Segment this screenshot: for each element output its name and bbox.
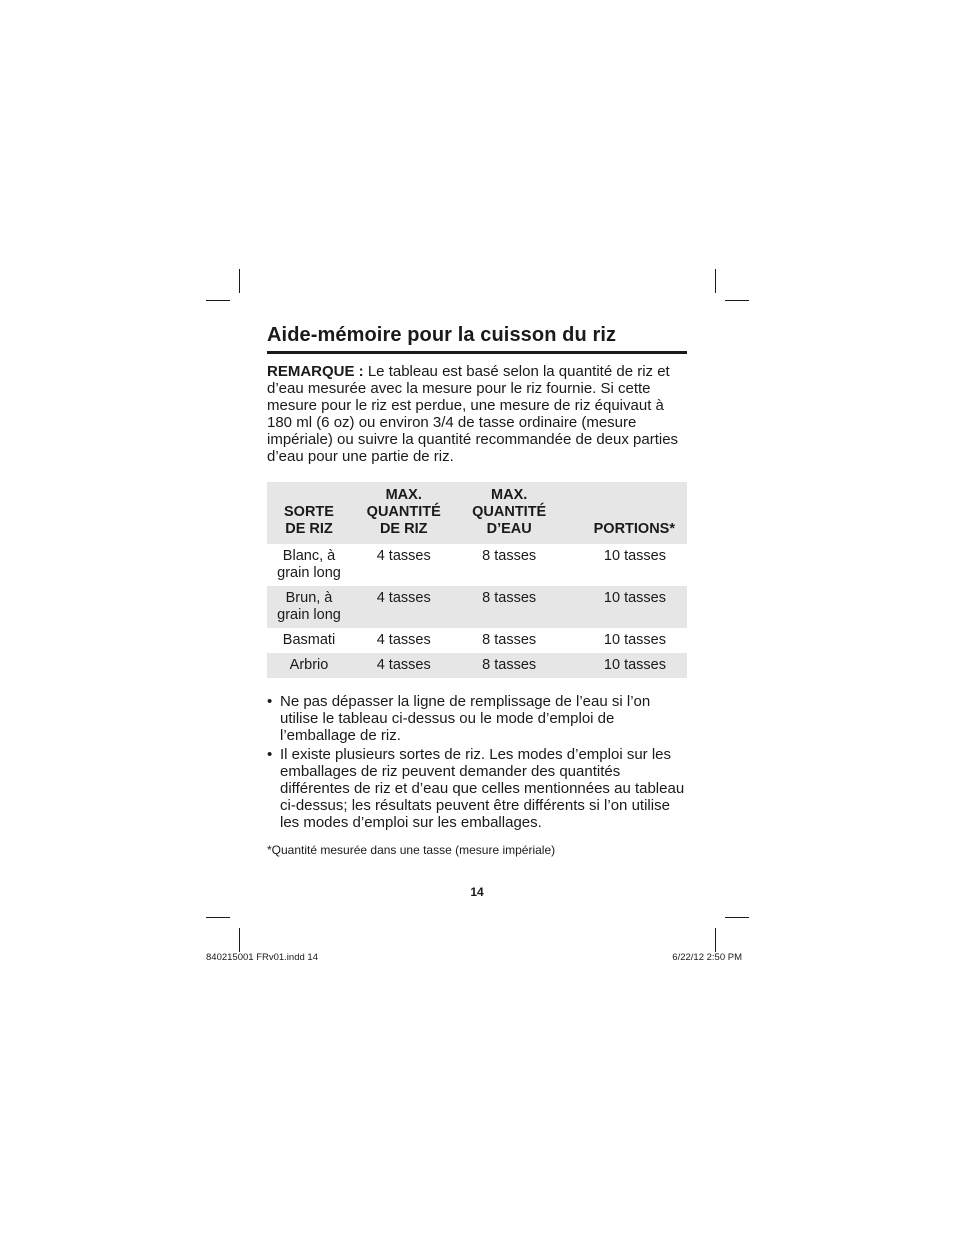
crop-mark [239,928,240,952]
table-row [267,586,687,628]
crop-mark [715,928,716,952]
rice-type-cell: Blanc, à grain long [277,548,341,581]
header-max-rice: MAX. QUANTITÉ DE RIZ [351,482,456,544]
rice-amount-cell: 4 tasses [351,653,456,678]
rice-type-cell: Arbrio [267,653,351,678]
list-item: • Il existe plusieurs sortes de riz. Les modes d’emploi sur les emballages de riz peuvent demander des quantités différentes de riz et d’eau que celles mentionnées au tableau ci-dessus; les résultats peuvent être différents si l’on utilise les modes d’emploi sur les emballages. [267,746,685,831]
crop-mark [239,269,240,293]
page-title: Aide-mémoire pour la cuisson du riz [267,324,687,354]
header-rice-type: SORTE DE RIZ [267,482,351,544]
water-amount-cell: 8 tasses [482,632,537,648]
bullet-icon: • [267,746,273,763]
crop-mark [725,917,749,918]
water-amount-cell: 8 tasses [456,586,561,628]
tips-list [267,693,687,831]
rice-amount-cell: 4 tasses [376,632,431,648]
note-text: Le tableau est basé selon la quantité de riz et d’eau mesurée avec la mesure pour le riz fournie. Si cette mesure pour le riz est perdue, une mesure de riz équivaut à 180 ml (6 oz) ou environ 3/4 de tasse ordinaire (mesure impériale) ou suivre la quantité recommandée de deux parties d’eau pour une partie de riz. [267,363,679,465]
water-amount-cell: 8 tasses [456,653,561,678]
table-row [267,628,687,653]
rice-amount-cell: 4 tasses [376,548,431,564]
crop-mark [715,269,716,293]
table-row [267,653,687,678]
portions-cell: 10 tasses [562,586,687,628]
page-content [267,324,687,857]
note-paragraph [267,363,687,465]
header-portions: PORTIONS* [562,482,687,544]
table-header-row [267,482,687,544]
portions-cell: 10 tasses [603,548,666,564]
header-max-water: MAX. QUANTITÉ D’EAU [456,482,561,544]
rice-cooking-table [267,482,687,678]
rice-type-cell: Brun, à grain long [267,586,351,628]
crop-mark [206,917,230,918]
list-item: • Ne pas dépasser la ligne de remplissage de l’eau si l’on utilise le tableau ci-dessus ou le mode d’emploi de l’emballage de riz. [267,693,651,744]
table-row [267,544,687,586]
slug-filename: 840215001 FRv01.indd 14 [206,952,318,963]
portions-cell: 10 tasses [603,632,666,648]
footnote: *Quantité mesurée dans une tasse (mesure impériale) [267,843,556,857]
water-amount-cell: 8 tasses [482,548,537,564]
crop-mark [725,300,749,301]
note-label: REMARQUE : [267,363,364,380]
rice-type-cell: Basmati [282,632,336,648]
bullet-icon: • [267,693,273,710]
crop-mark [206,300,230,301]
rice-amount-cell: 4 tasses [351,586,456,628]
slug-timestamp: 6/22/12 2:50 PM [672,952,742,963]
portions-cell: 10 tasses [562,653,687,678]
page-number: 14 [470,885,484,899]
